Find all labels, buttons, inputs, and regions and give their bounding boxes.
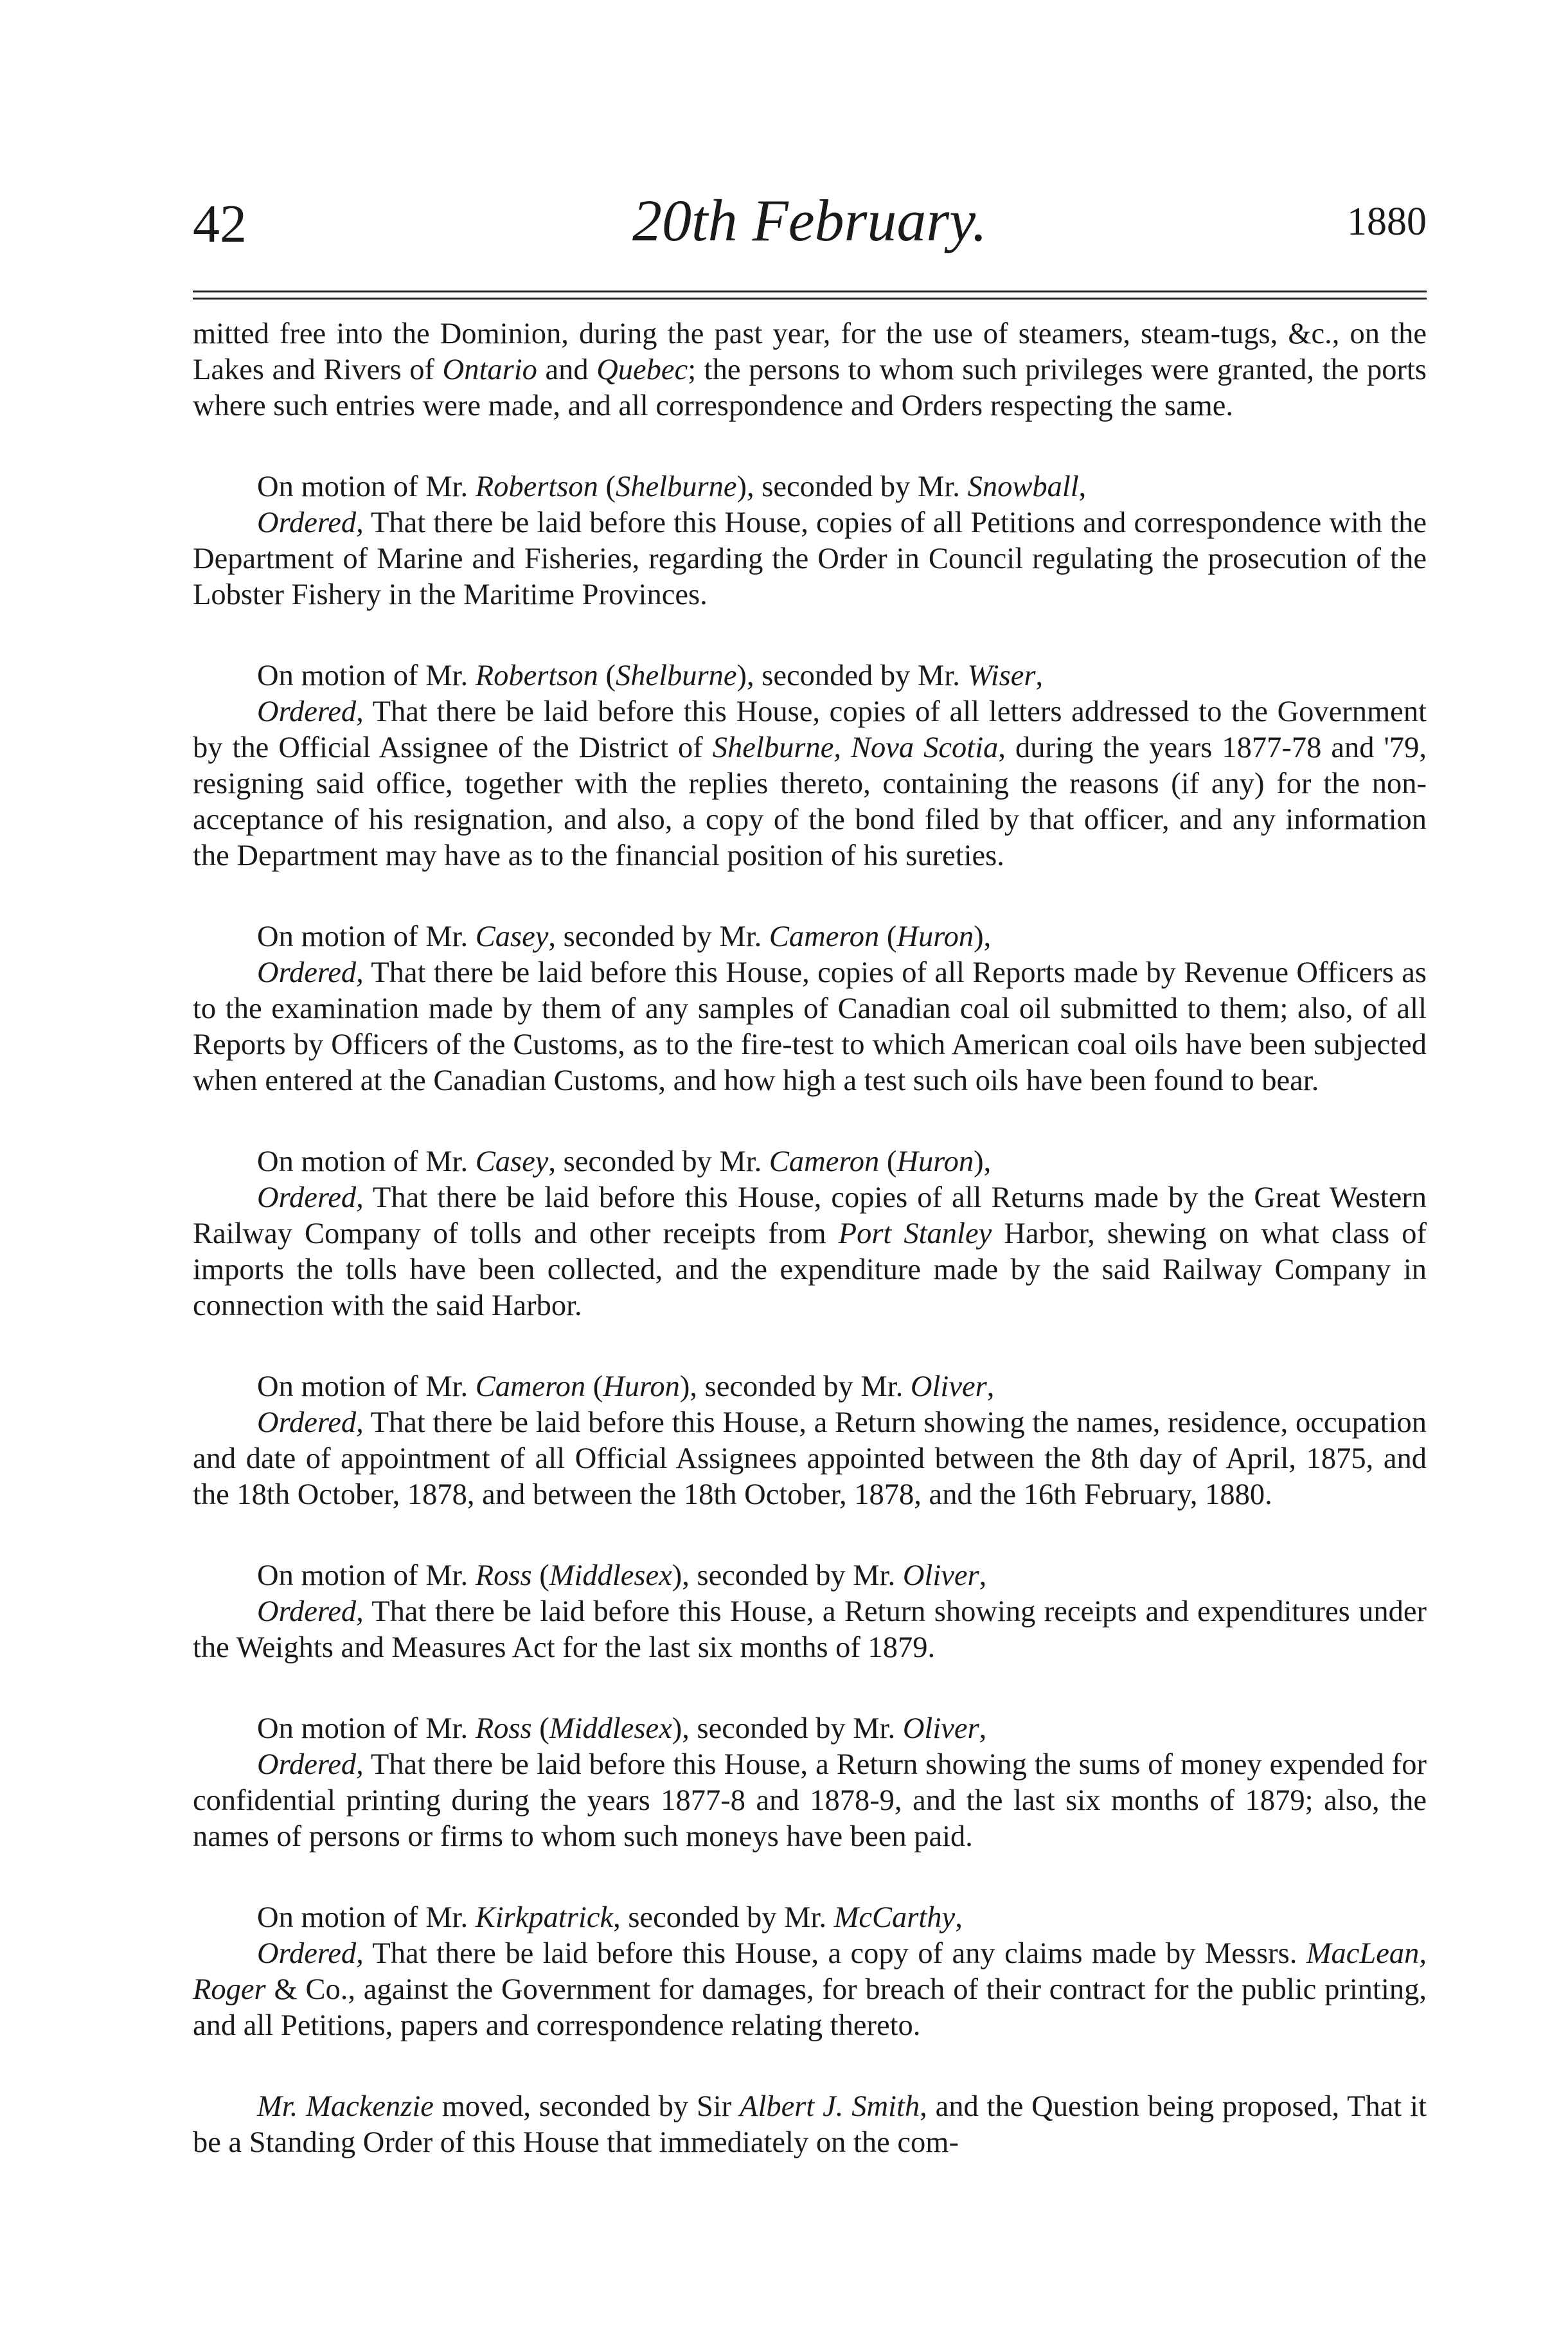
running-title: 20th February. bbox=[632, 188, 987, 253]
text-run: ), seconded by Mr. bbox=[736, 659, 968, 692]
text-run: On motion of Mr. bbox=[257, 1901, 476, 1934]
page-header bbox=[193, 186, 1427, 270]
motion-entry-3 bbox=[193, 919, 1427, 1099]
italic-run: Quebec bbox=[596, 354, 688, 386]
italic-run: McCarthy bbox=[833, 1901, 956, 1934]
text-run: Harbor, shewing on what class of imports the tolls have been collected, and the expenditure made by the said Railway Company in connection with the said Harbor. bbox=[193, 1217, 1427, 1322]
text-run: ( bbox=[598, 470, 616, 503]
text-run: , during the years 1877-78 and '79, resigning said office, together with the replies thereto, containing the reasons (if any) for the non-acceptance of his resignation, and also, a copy of the bond filed by that officer, and any information the Department may have as to the financial position of his sureties. bbox=[193, 731, 1427, 872]
text-run: On motion of Mr. bbox=[257, 920, 476, 953]
motion-entry-7 bbox=[193, 1711, 1427, 1855]
text-run: moved, seconded by Sir bbox=[433, 2090, 740, 2123]
ordered-label: Ordered, bbox=[257, 506, 364, 539]
text-run: That there be laid before this House, a copy of any claims made by Messrs. bbox=[363, 1937, 1306, 1970]
text-run: mitted free into the Dominion, during the past year, for the use of steamers, steam-tugs, &c., on the Lakes and Rivers of bbox=[193, 318, 1427, 386]
italic-run: Shelburne bbox=[616, 659, 737, 692]
italic-run: Middlesex bbox=[549, 1712, 672, 1745]
italic-run: Kirkpatrick bbox=[475, 1901, 614, 1934]
italic-run: Wiser bbox=[967, 659, 1036, 692]
header-rule-top bbox=[193, 291, 1427, 292]
motion-line bbox=[193, 1900, 1427, 1936]
italic-run: Cameron bbox=[769, 920, 880, 953]
order-text bbox=[193, 1405, 1427, 1513]
motion-entry-2 bbox=[193, 658, 1427, 874]
italic-run: Shelburne, Nova Scotia bbox=[712, 731, 999, 764]
motion-entry-5 bbox=[193, 1369, 1427, 1513]
italic-run: Ross bbox=[475, 1559, 532, 1592]
italic-run: Robertson bbox=[475, 659, 598, 692]
text-run: ), bbox=[974, 1145, 992, 1178]
text-run: ), seconded by Mr. bbox=[679, 1370, 911, 1403]
motion-line bbox=[193, 1558, 1427, 1594]
text-run: ( bbox=[531, 1559, 549, 1592]
italic-run: Ontario bbox=[442, 354, 537, 386]
ordered-label: Ordered, bbox=[257, 1595, 364, 1628]
page-body bbox=[193, 316, 1427, 2161]
italic-run: Huron bbox=[896, 920, 974, 953]
text-run: , bbox=[979, 1712, 987, 1745]
italic-run: Mr. Mackenzie bbox=[257, 2090, 434, 2123]
text-run: & Co., against the Government for damages, for breach of their contract for the public printing, and all Petitions, papers and correspondence relating thereto. bbox=[193, 1973, 1427, 2042]
italic-run: Huron bbox=[603, 1370, 680, 1403]
italic-run: Snowball bbox=[967, 470, 1079, 503]
text-run: and bbox=[537, 354, 597, 386]
ordered-label: Ordered, bbox=[257, 956, 364, 989]
order-text bbox=[193, 694, 1427, 874]
text-run: On motion of Mr. bbox=[257, 659, 476, 692]
text-run: On motion of Mr. bbox=[257, 1145, 476, 1178]
order-text bbox=[193, 1180, 1427, 1324]
motion-entry-1 bbox=[193, 469, 1427, 613]
text-run: , seconded by Mr. bbox=[613, 1901, 834, 1934]
text-run: , seconded by Mr. bbox=[548, 920, 769, 953]
text-run: That there be laid before this House, copies of all Petitions and correspondence with the Department of Marine and Fisheries, regarding the Order in Council regulating the prosecution of the Lobster Fishery in the Maritime Provinces. bbox=[193, 506, 1427, 611]
text-run: ), bbox=[974, 920, 992, 953]
italic-run: Middlesex bbox=[549, 1559, 672, 1592]
italic-run: Cameron bbox=[769, 1145, 880, 1178]
italic-run: MacLean, Roger bbox=[193, 1937, 1427, 2006]
ordered-label: Ordered, bbox=[257, 695, 364, 728]
ordered-label: Ordered, bbox=[257, 1748, 364, 1781]
motion-line bbox=[193, 1711, 1427, 1747]
text-run: , bbox=[979, 1559, 987, 1592]
order-text bbox=[193, 1936, 1427, 2044]
opening-paragraph bbox=[193, 316, 1427, 424]
text-run: , seconded by Mr. bbox=[548, 1145, 769, 1178]
italic-run: Oliver bbox=[910, 1370, 987, 1403]
italic-run: Cameron bbox=[475, 1370, 586, 1403]
order-text bbox=[193, 955, 1427, 1099]
text-run: ( bbox=[879, 1145, 897, 1178]
text-run: That there be laid before this House, a Return showing receipts and expenditures under the Weights and Measures Act for the last six months of 1879. bbox=[193, 1595, 1427, 1664]
text-run: On motion of Mr. bbox=[257, 1370, 476, 1403]
text-run: On motion of Mr. bbox=[257, 470, 476, 503]
closing-paragraph bbox=[193, 2089, 1427, 2161]
text-run: , bbox=[1035, 659, 1044, 692]
motion-line bbox=[193, 919, 1427, 955]
page-number: 42 bbox=[193, 194, 247, 254]
motion-entry-4 bbox=[193, 1144, 1427, 1324]
text-run: ), seconded by Mr. bbox=[672, 1712, 903, 1745]
italic-run: Port Stanley bbox=[838, 1217, 992, 1250]
order-text bbox=[193, 505, 1427, 613]
motion-line bbox=[193, 1144, 1427, 1180]
motion-entry-6 bbox=[193, 1558, 1427, 1666]
text-run: That there be laid before this House, copies of all Reports made by Revenue Officers as to the examination made by them of any samples of Canadian coal oil submitted to them; also, of all Reports by Officers of the Customs, as to the fire-test to which American coal oils have been subjected when entered at the Canadian Customs, and how high a test such oils have been found to bear. bbox=[193, 956, 1427, 1097]
italic-run: Albert J. Smith bbox=[740, 2090, 920, 2123]
text-run: On motion of Mr. bbox=[257, 1712, 476, 1745]
page-year: 1880 bbox=[1347, 200, 1427, 244]
italic-run: Casey bbox=[475, 920, 549, 953]
text-run: ( bbox=[531, 1712, 549, 1745]
order-text bbox=[193, 1747, 1427, 1855]
text-run: ; the persons to whom such privileges were granted, the ports where such entries were made, and all correspondence and Orders respecting the same. bbox=[193, 354, 1427, 422]
italic-run: Oliver bbox=[902, 1559, 979, 1592]
motion-line bbox=[193, 658, 1427, 694]
text-run: ( bbox=[585, 1370, 603, 1403]
ordered-label: Ordered, bbox=[257, 1406, 364, 1439]
text-run: ( bbox=[598, 659, 616, 692]
text-run: That there be laid before this House, copies of all letters addressed to the Government by the Official Assignee of the District of bbox=[193, 695, 1427, 764]
ordered-label: Ordered, bbox=[257, 1937, 364, 1970]
text-run: , bbox=[955, 1901, 963, 1934]
header-rule-bottom bbox=[193, 298, 1427, 300]
italic-run: Huron bbox=[896, 1145, 974, 1178]
italic-run: Ross bbox=[475, 1712, 532, 1745]
closing-entry bbox=[193, 2089, 1427, 2161]
text-run: , bbox=[1078, 470, 1087, 503]
italic-run: Shelburne bbox=[616, 470, 737, 503]
italic-run: Casey bbox=[475, 1145, 549, 1178]
motion-line bbox=[193, 469, 1427, 505]
text-run: That there be laid before this House, copies of all Returns made by the Great Western Railway Company of tolls and other receipts from bbox=[193, 1181, 1427, 1250]
text-run: , and the Question being proposed, That it be a Standing Order of this House that immediately on the com- bbox=[193, 2090, 1427, 2159]
text-run: That there be laid before this House, a Return showing the names, residence, occupation and date of appointment of all Official Assignees appointed between the 8th day of April, 1875, and the 18th October, 1878, and between the 18th October, 1878, and the 16th February, 1880. bbox=[193, 1406, 1427, 1511]
text-run: ( bbox=[879, 920, 897, 953]
text-run: That there be laid before this House, a Return showing the sums of money expended for confidential printing during the years 1877-8 and 1878-9, and the last six months of 1879; also, the names of persons or firms to whom such moneys have been paid. bbox=[193, 1748, 1427, 1853]
ordered-label: Ordered, bbox=[257, 1181, 364, 1214]
text-run: ), seconded by Mr. bbox=[672, 1559, 903, 1592]
italic-run: Robertson bbox=[475, 470, 598, 503]
text-run: On motion of Mr. bbox=[257, 1559, 476, 1592]
italic-run: Oliver bbox=[902, 1712, 979, 1745]
motion-line bbox=[193, 1369, 1427, 1405]
motion-entry-8 bbox=[193, 1900, 1427, 2044]
text-run: ), seconded by Mr. bbox=[736, 470, 968, 503]
text-run: , bbox=[986, 1370, 995, 1403]
order-text bbox=[193, 1594, 1427, 1666]
